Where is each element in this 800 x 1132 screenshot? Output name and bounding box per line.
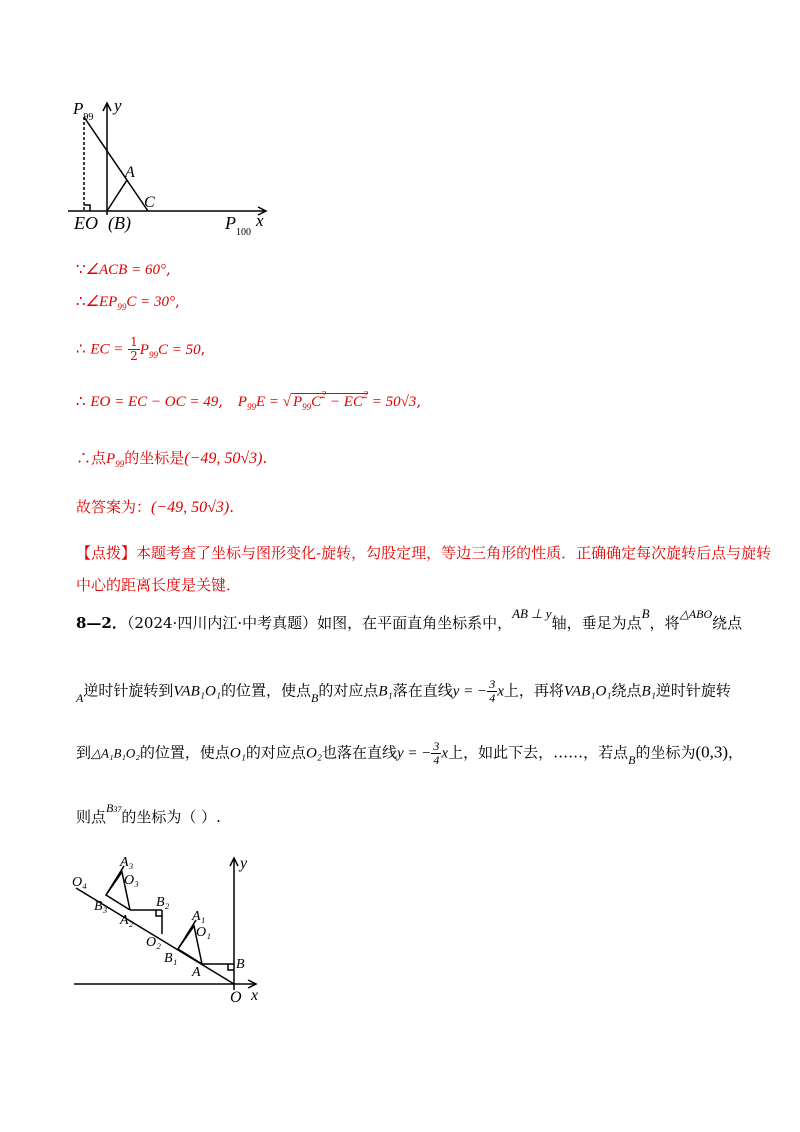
- problem-row-3: 到△A₁B₁O₂的位置，使点O₁的对应点O₂也落在直线y = − $\frac{3}{4}$ x上，如此下去，……，若点$_B$的坐标为(0,3)，: [76, 739, 744, 767]
- label-o1: O₁: [196, 925, 211, 940]
- label-y: y: [240, 855, 248, 872]
- tip-line-1: 【点拨】本题考查了坐标与图形变化-旋转，勾股定理，等边三角形的性质．正确确定每次旋转后点与旋转: [76, 544, 772, 562]
- label-b-paren: (B): [108, 213, 131, 233]
- problem-number: 8—2．: [76, 614, 127, 632]
- label-eo: EO: [74, 213, 98, 233]
- solution-line-1: ∵∠ACB = 60°,: [76, 260, 171, 278]
- segment-b-a: [107, 180, 127, 211]
- label-a: A: [192, 965, 201, 980]
- label-p99: $P_{99}$: [73, 99, 94, 123]
- right-angle-mark-b2: [156, 910, 162, 916]
- solution-line-5: ∴点$P_{99}$的坐标是(−49, 50√3).: [76, 449, 268, 469]
- problem-row-4: 则点$^{B37}$的坐标为（ ）.: [76, 801, 221, 826]
- solution-line-2: $\therefore\angle EP_{99}C = 30^\circ$,: [76, 292, 180, 312]
- label-b3: B₃: [94, 899, 108, 914]
- label-y-axis: y: [114, 96, 122, 115]
- problem-row-1: 8—2．（2024·四川内江·中考真题）如图，在平面直角坐标系中，AB ⊥ y轴，垂足为点B，将$^{\triangle ABO}$绕点: [76, 606, 743, 632]
- label-b1: B₁: [164, 951, 178, 966]
- figure-rotation-sequence: [68, 850, 268, 1010]
- label-x: x: [251, 987, 259, 1004]
- label-o: O: [230, 989, 242, 1006]
- segment-b1-a1: [178, 920, 196, 949]
- answer-line: 故答案为：(−49, 50√3).: [76, 498, 235, 516]
- label-p100: $P_{100}$: [225, 213, 251, 238]
- segment-b3-a3: [106, 866, 124, 895]
- tip-line-2: 中心的距离长度是关键．: [76, 576, 242, 594]
- label-o2: O₂: [146, 935, 161, 950]
- label-a: A: [125, 164, 135, 181]
- right-angle-mark-b: [228, 964, 234, 970]
- label-b: B: [236, 957, 245, 972]
- label-c: C: [144, 194, 155, 211]
- right-angle-mark: [84, 205, 90, 211]
- label-o4: O₄: [72, 875, 87, 890]
- label-a3: A₃: [120, 855, 134, 870]
- label-a1: A₁: [192, 909, 206, 924]
- problem-row-2: $_A$逆时针旋转到VAB₁O₁的位置，使点$_B$的对应点B₁落在直线y = − $\frac{3}{4}$ x上，再将VAB₁O₁绕点B₁逆时针旋转: [76, 677, 731, 705]
- label-a2: A₂: [120, 913, 134, 928]
- label-b2: B₂: [156, 895, 170, 910]
- solution-line-3: ∴ EC = $\frac{1}{2}$ $P_{99}C = 50$,: [76, 335, 206, 363]
- figure-rotation-p99: [68, 95, 283, 240]
- label-o3: O₃: [124, 873, 139, 888]
- label-x-axis: x: [256, 211, 264, 230]
- solution-line-4: ∴ EO = EC − OC = 49, $P_{99}E$ = √ $P_{99}C^2 - EC^2 = 50√3$,: [76, 390, 422, 412]
